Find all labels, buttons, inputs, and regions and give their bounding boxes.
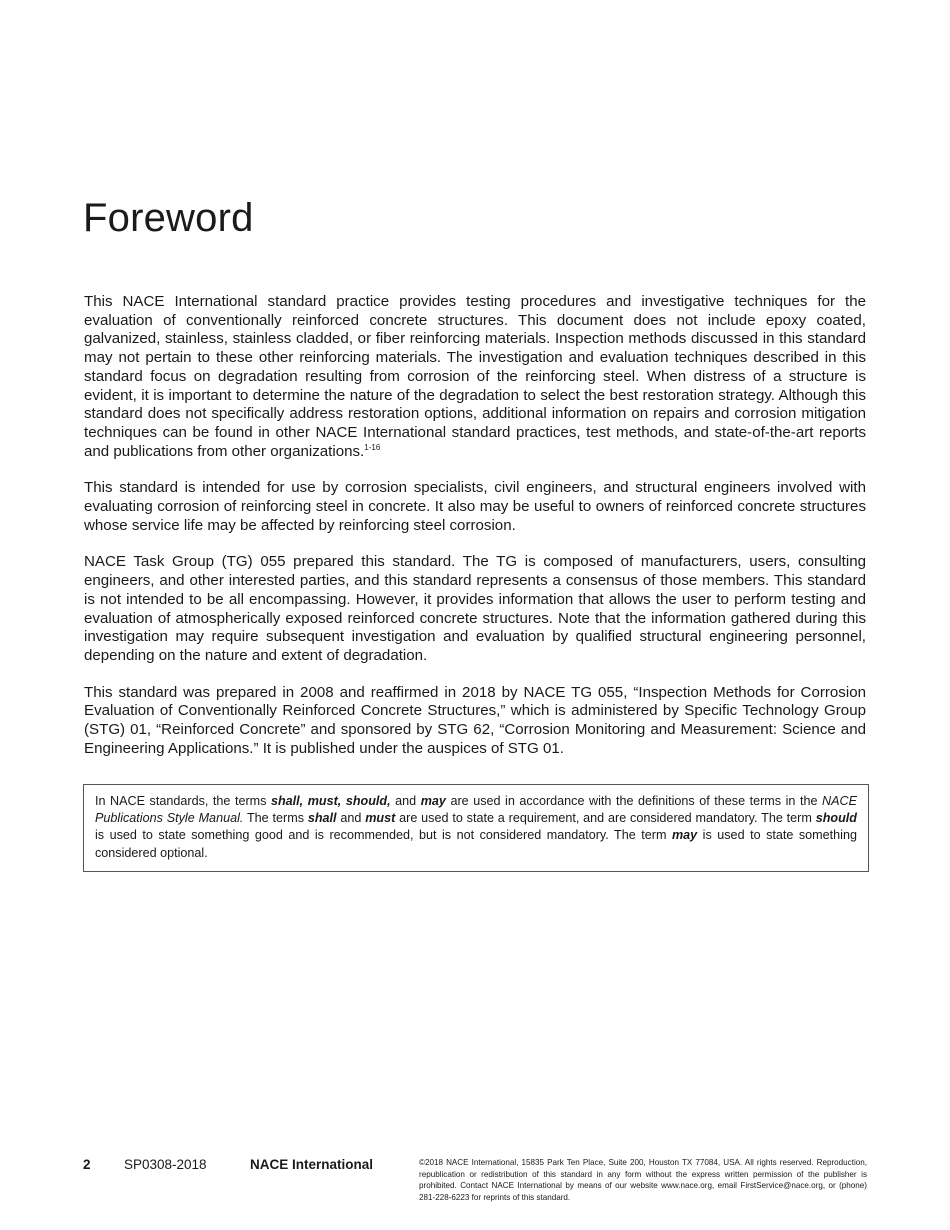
foreword-body (84, 293, 866, 776)
note-style-manual-title: NACE Publications Style Manual. (95, 794, 858, 826)
note-text: are used in accordance with the definitions of these terms in the (445, 794, 823, 808)
foreword-paragraph-1 (84, 293, 866, 461)
footer-copyright: ©2018 NACE International, 15835 Park Ten Place, Suite 200, Houston TX 77084, USA. All rights reserved. Reproduction, republication or redistribution of this standard in any form without the express written permission of the publisher is prohibited. Contact NACE International by means of our website www.nace.org, email FirstService@nace.org, or (phone) 281-228-6223 for reprints of this standard. (419, 1158, 867, 1202)
foreword-paragraph-4: This standard was prepared in 2008 and reaffirmed in 2018 by NACE TG 055, “Inspection Methods for Corrosion Evaluation of Conventionally Reinforced Concrete Structures,” which is administered by Specific Technology Group (STG) 01, “Reinforced Concrete” and sponsored by STG 62, “Corrosion Monitoring and Measurement: Science and Engineering Applications.” It is published under the auspices of STG 01. (84, 683, 866, 757)
footer-organization: NACE International (250, 1157, 374, 1172)
note-text: is used to state something good and is recommended, but is not considered mandatory. The term (95, 828, 672, 843)
foreword-paragraph-3: NACE Task Group (TG) 055 prepared this standard. The TG is composed of manufacturers, users, consulting engineers, and other interested parties, and this standard represents a consensus of those members. This standard is not intended to be all encompassing. However, it provides information that allows the user to perform testing and evaluation of atmospherically exposed reinforced concrete structures. Note that the information gathered during this investigation may require subsequent investigation and evaluation by qualified structural engineering personnel, depending on the nature and extent of degradation. (84, 553, 866, 664)
paragraph-text: This NACE International standard practice provides testing procedures and investigative techniques for the evaluation of conventionally reinforced concrete structures. This document does not include epoxy coated, galvanized, stainless, stainless cladded, or fiber reinforcing materials. Inspection methods discussed in this standard may not pertain to these other reinforcing materials. The investigation and evaluation techniques described in this standard focus on degradation resulting from corrosion of the reinforcing steel. When distress of a structure is evident, it is important to determine the nature of the degradation to select the best restoration strategy. Although this standard does not specifically address restoration options, additional information on repairs and corrosion mitigation techniques can be found in other NACE International standard practices, test methods, and state-of-the-art reports and publications from other organizations. (84, 293, 866, 460)
note-term-should: should (815, 811, 857, 826)
note-text: In NACE standards, the terms (95, 794, 271, 808)
terminology-note-box (83, 784, 869, 872)
footer-page-number: 2 (83, 1157, 91, 1172)
note-term-may: may (671, 828, 698, 843)
foreword-paragraph-2: This standard is intended for use by corrosion specialists, civil engineers, and structural engineers involved with evaluating corrosion of reinforcing steel in concrete. It also may be useful to owners of reinforced concrete structures whose service life may be affected by reinforcing steel corrosion. (84, 479, 866, 534)
note-term-may: may (420, 794, 446, 808)
note-text: is used to state something considered optional. (95, 828, 857, 860)
note-text: The terms (243, 811, 308, 826)
note-text: are used to state a requirement, and are considered mandatory. The term (395, 811, 816, 826)
note-text: and (336, 811, 366, 826)
note-text: and (390, 794, 421, 808)
note-term-list: shall, must, should, (270, 794, 391, 808)
footer-document-code: SP0308-2018 (124, 1157, 207, 1172)
note-term-shall: shall (307, 811, 337, 826)
note-term-must: must (365, 811, 396, 826)
page-title: Foreword (83, 196, 254, 240)
reference-superscript: 1-16 (364, 442, 381, 452)
